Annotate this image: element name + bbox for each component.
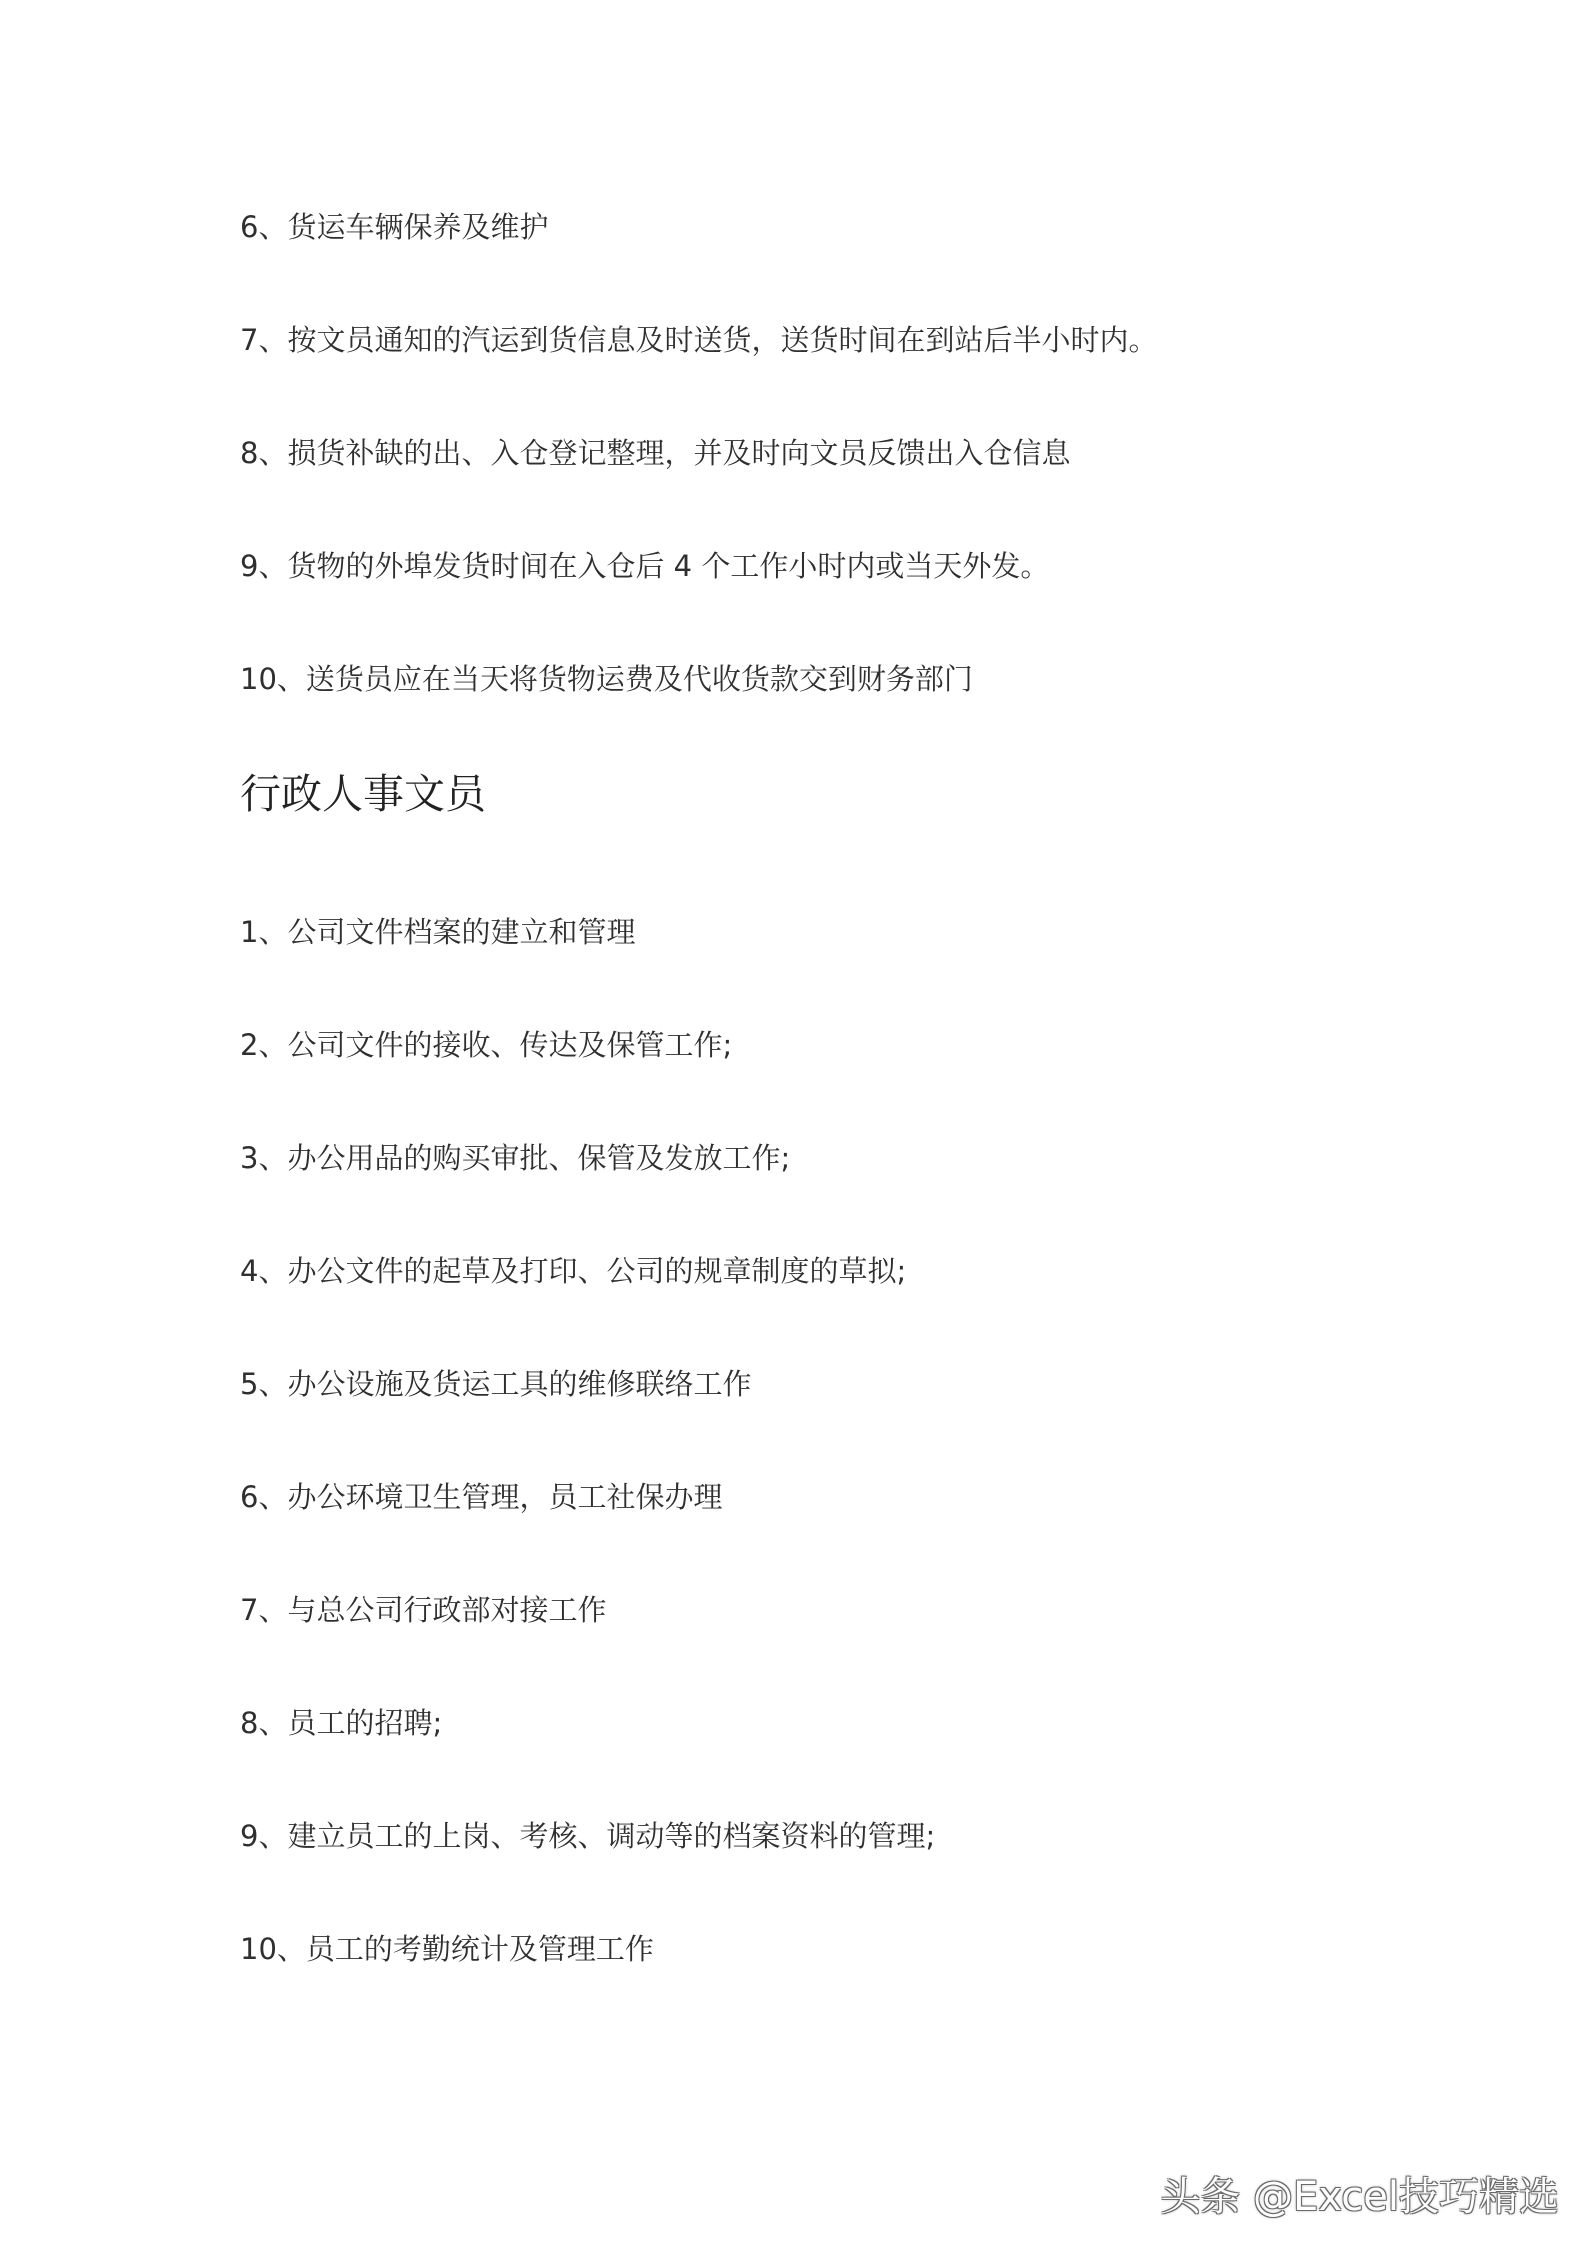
list-item: 10、送货员应在当天将货物运费及代收货款交到财务部门 xyxy=(240,662,973,696)
list-item: 3、办公用品的购买审批、保管及发放工作; xyxy=(240,1141,791,1175)
list-item: 4、办公文件的起草及打印、公司的规章制度的草拟; xyxy=(240,1254,907,1288)
list-item: 6、办公环境卫生管理，员工社保办理 xyxy=(240,1480,723,1514)
watermark-text: 头条 @Excel技巧精选 xyxy=(1160,2174,1559,2220)
list-item: 1、公司文件档案的建立和管理 xyxy=(240,915,636,949)
list-item: 7、与总公司行政部对接工作 xyxy=(240,1593,607,1627)
list-item: 5、办公设施及货运工具的维修联络工作 xyxy=(240,1367,752,1401)
list-item: 6、货运车辆保养及维护 xyxy=(240,210,549,244)
list-item: 7、按文员通知的汽运到货信息及时送货，送货时间在到站后半小时内。 xyxy=(240,323,1158,357)
section-heading: 行政人事文员 xyxy=(240,770,486,818)
list-item: 2、公司文件的接收、传达及保管工作; xyxy=(240,1028,733,1062)
list-item: 9、建立员工的上岗、考核、调动等的档案资料的管理; xyxy=(240,1819,936,1853)
list-item: 9、货物的外埠发货时间在入仓后 4 个工作小时内或当天外发。 xyxy=(240,549,1050,583)
list-item: 8、员工的招聘; xyxy=(240,1706,443,1740)
list-item: 10、员工的考勤统计及管理工作 xyxy=(240,1932,654,1966)
list-item: 8、损货补缺的出、入仓登记整理，并及时向文员反馈出入仓信息 xyxy=(240,436,1071,470)
